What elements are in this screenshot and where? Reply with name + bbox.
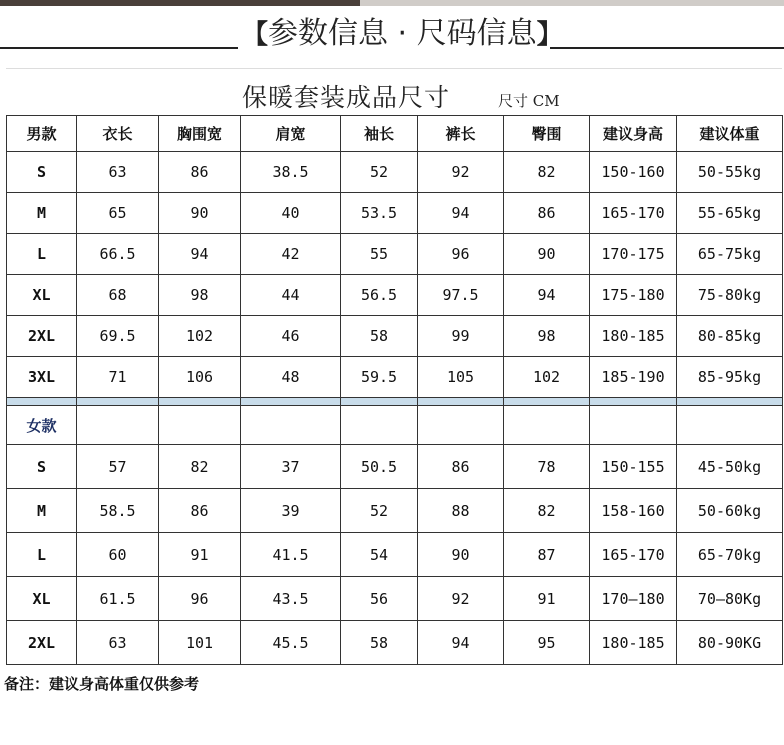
header-rule-right <box>550 47 784 49</box>
value-cell: 90 <box>159 193 241 234</box>
table-title <box>0 78 784 118</box>
value-cell: 44 <box>241 275 341 316</box>
value-cell: 180-185 <box>590 621 677 665</box>
size-cell: L <box>7 533 77 577</box>
value-cell: 78 <box>504 445 590 489</box>
value-cell: 54 <box>341 533 418 577</box>
table-title-unit: 尺寸 CM <box>498 92 560 110</box>
table-row <box>7 234 783 275</box>
table-row <box>7 357 783 398</box>
section-separator <box>7 398 783 406</box>
value-cell: 80-90KG <box>677 621 783 665</box>
value-cell: 52 <box>341 489 418 533</box>
value-cell: 50-55kg <box>677 152 783 193</box>
size-cell: XL <box>7 577 77 621</box>
value-cell: 94 <box>418 193 504 234</box>
size-cell: S <box>7 445 77 489</box>
value-cell: 102 <box>159 316 241 357</box>
column-header: 建议身高 <box>590 116 677 152</box>
value-cell: 87 <box>504 533 590 577</box>
value-cell: 94 <box>159 234 241 275</box>
value-cell: 65 <box>77 193 159 234</box>
value-cell: 92 <box>418 577 504 621</box>
value-cell: 57 <box>77 445 159 489</box>
value-cell: 175-180 <box>590 275 677 316</box>
header-rule-left <box>0 47 238 49</box>
value-cell: 98 <box>504 316 590 357</box>
separator-cell <box>418 398 504 406</box>
bracket-right: 】 <box>536 20 563 50</box>
value-cell: 66.5 <box>77 234 159 275</box>
value-cell: 50.5 <box>341 445 418 489</box>
value-cell: 59.5 <box>341 357 418 398</box>
value-cell: 46 <box>241 316 341 357</box>
value-cell: 88 <box>418 489 504 533</box>
value-cell: 68 <box>77 275 159 316</box>
value-cell: 102 <box>504 357 590 398</box>
value-cell: 180-185 <box>590 316 677 357</box>
value-cell: 91 <box>504 577 590 621</box>
value-cell: 105 <box>418 357 504 398</box>
value-cell: 82 <box>504 489 590 533</box>
value-cell: 95 <box>504 621 590 665</box>
value-cell: 86 <box>159 489 241 533</box>
value-cell: 42 <box>241 234 341 275</box>
separator-cell <box>77 398 159 406</box>
table-row <box>7 489 783 533</box>
table-row <box>7 445 783 489</box>
value-cell: 150-155 <box>590 445 677 489</box>
value-cell: 98 <box>159 275 241 316</box>
size-cell: XL <box>7 275 77 316</box>
value-cell: 91 <box>159 533 241 577</box>
size-cell: M <box>7 193 77 234</box>
value-cell: 58.5 <box>77 489 159 533</box>
value-cell: 63 <box>77 152 159 193</box>
value-cell: 43.5 <box>241 577 341 621</box>
table-row <box>7 533 783 577</box>
value-cell: 71 <box>77 357 159 398</box>
top-strip <box>0 0 784 6</box>
size-cell: M <box>7 489 77 533</box>
empty-cell <box>590 406 677 445</box>
value-cell: 150-160 <box>590 152 677 193</box>
size-cell: 3XL <box>7 357 77 398</box>
value-cell: 96 <box>159 577 241 621</box>
value-cell: 45-50kg <box>677 445 783 489</box>
empty-cell <box>241 406 341 445</box>
value-cell: 90 <box>504 234 590 275</box>
column-header: 臀围 <box>504 116 590 152</box>
value-cell: 170—180 <box>590 577 677 621</box>
section-title <box>242 14 563 54</box>
size-cell: S <box>7 152 77 193</box>
value-cell: 85-95kg <box>677 357 783 398</box>
value-cell: 61.5 <box>77 577 159 621</box>
column-header: 胸围宽 <box>159 116 241 152</box>
value-cell: 65-75kg <box>677 234 783 275</box>
women-label-row <box>7 406 783 445</box>
table-row <box>7 577 783 621</box>
column-header: 袖长 <box>341 116 418 152</box>
value-cell: 63 <box>77 621 159 665</box>
value-cell: 158-160 <box>590 489 677 533</box>
women-label: 女款 <box>7 406 77 445</box>
size-table <box>6 115 783 703</box>
section-title-text: 参数信息 · 尺码信息 <box>268 16 537 51</box>
separator-cell <box>241 398 341 406</box>
value-cell: 106 <box>159 357 241 398</box>
table-row <box>7 275 783 316</box>
table-row <box>7 152 783 193</box>
table-row <box>7 621 783 665</box>
bracket-left: 【 <box>242 20 269 50</box>
empty-cell <box>418 406 504 445</box>
value-cell: 101 <box>159 621 241 665</box>
value-cell: 37 <box>241 445 341 489</box>
value-cell: 50-60kg <box>677 489 783 533</box>
separator-cell <box>341 398 418 406</box>
value-cell: 38.5 <box>241 152 341 193</box>
separator-cell <box>7 398 77 406</box>
footnote: 备注：建议身高体重仅供参考 <box>4 675 200 693</box>
empty-cell <box>341 406 418 445</box>
column-header: 建议体重 <box>677 116 783 152</box>
separator-cell <box>590 398 677 406</box>
value-cell: 48 <box>241 357 341 398</box>
value-cell: 58 <box>341 621 418 665</box>
size-cell: L <box>7 234 77 275</box>
value-cell: 86 <box>159 152 241 193</box>
value-cell: 53.5 <box>341 193 418 234</box>
value-cell: 94 <box>504 275 590 316</box>
value-cell: 65-70kg <box>677 533 783 577</box>
section-header <box>0 0 784 62</box>
table-title-main: 保暖套装成品尺寸 <box>242 83 451 112</box>
empty-cell <box>504 406 590 445</box>
value-cell: 41.5 <box>241 533 341 577</box>
table-row <box>7 316 783 357</box>
value-cell: 40 <box>241 193 341 234</box>
size-cell: 2XL <box>7 316 77 357</box>
value-cell: 185-190 <box>590 357 677 398</box>
empty-cell <box>159 406 241 445</box>
value-cell: 80-85kg <box>677 316 783 357</box>
value-cell: 55-65kg <box>677 193 783 234</box>
top-strip-dark <box>0 0 360 6</box>
value-cell: 165-170 <box>590 533 677 577</box>
value-cell: 58 <box>341 316 418 357</box>
column-header: 肩宽 <box>241 116 341 152</box>
value-cell: 94 <box>418 621 504 665</box>
header-row <box>7 116 783 152</box>
separator-cell <box>504 398 590 406</box>
value-cell: 75-80kg <box>677 275 783 316</box>
value-cell: 99 <box>418 316 504 357</box>
value-cell: 97.5 <box>418 275 504 316</box>
value-cell: 60 <box>77 533 159 577</box>
empty-cell <box>77 406 159 445</box>
value-cell: 82 <box>504 152 590 193</box>
value-cell: 69.5 <box>77 316 159 357</box>
value-cell: 70—80Kg <box>677 577 783 621</box>
value-cell: 56.5 <box>341 275 418 316</box>
value-cell: 92 <box>418 152 504 193</box>
separator-cell <box>677 398 783 406</box>
value-cell: 82 <box>159 445 241 489</box>
value-cell: 90 <box>418 533 504 577</box>
size-cell: 2XL <box>7 621 77 665</box>
column-header: 男款 <box>7 116 77 152</box>
value-cell: 96 <box>418 234 504 275</box>
value-cell: 86 <box>504 193 590 234</box>
value-cell: 45.5 <box>241 621 341 665</box>
table-row <box>7 193 783 234</box>
value-cell: 165-170 <box>590 193 677 234</box>
value-cell: 170-175 <box>590 234 677 275</box>
column-header: 衣长 <box>77 116 159 152</box>
value-cell: 55 <box>341 234 418 275</box>
value-cell: 56 <box>341 577 418 621</box>
value-cell: 52 <box>341 152 418 193</box>
value-cell: 39 <box>241 489 341 533</box>
value-cell: 86 <box>418 445 504 489</box>
column-header: 裤长 <box>418 116 504 152</box>
separator-cell <box>159 398 241 406</box>
empty-cell <box>677 406 783 445</box>
